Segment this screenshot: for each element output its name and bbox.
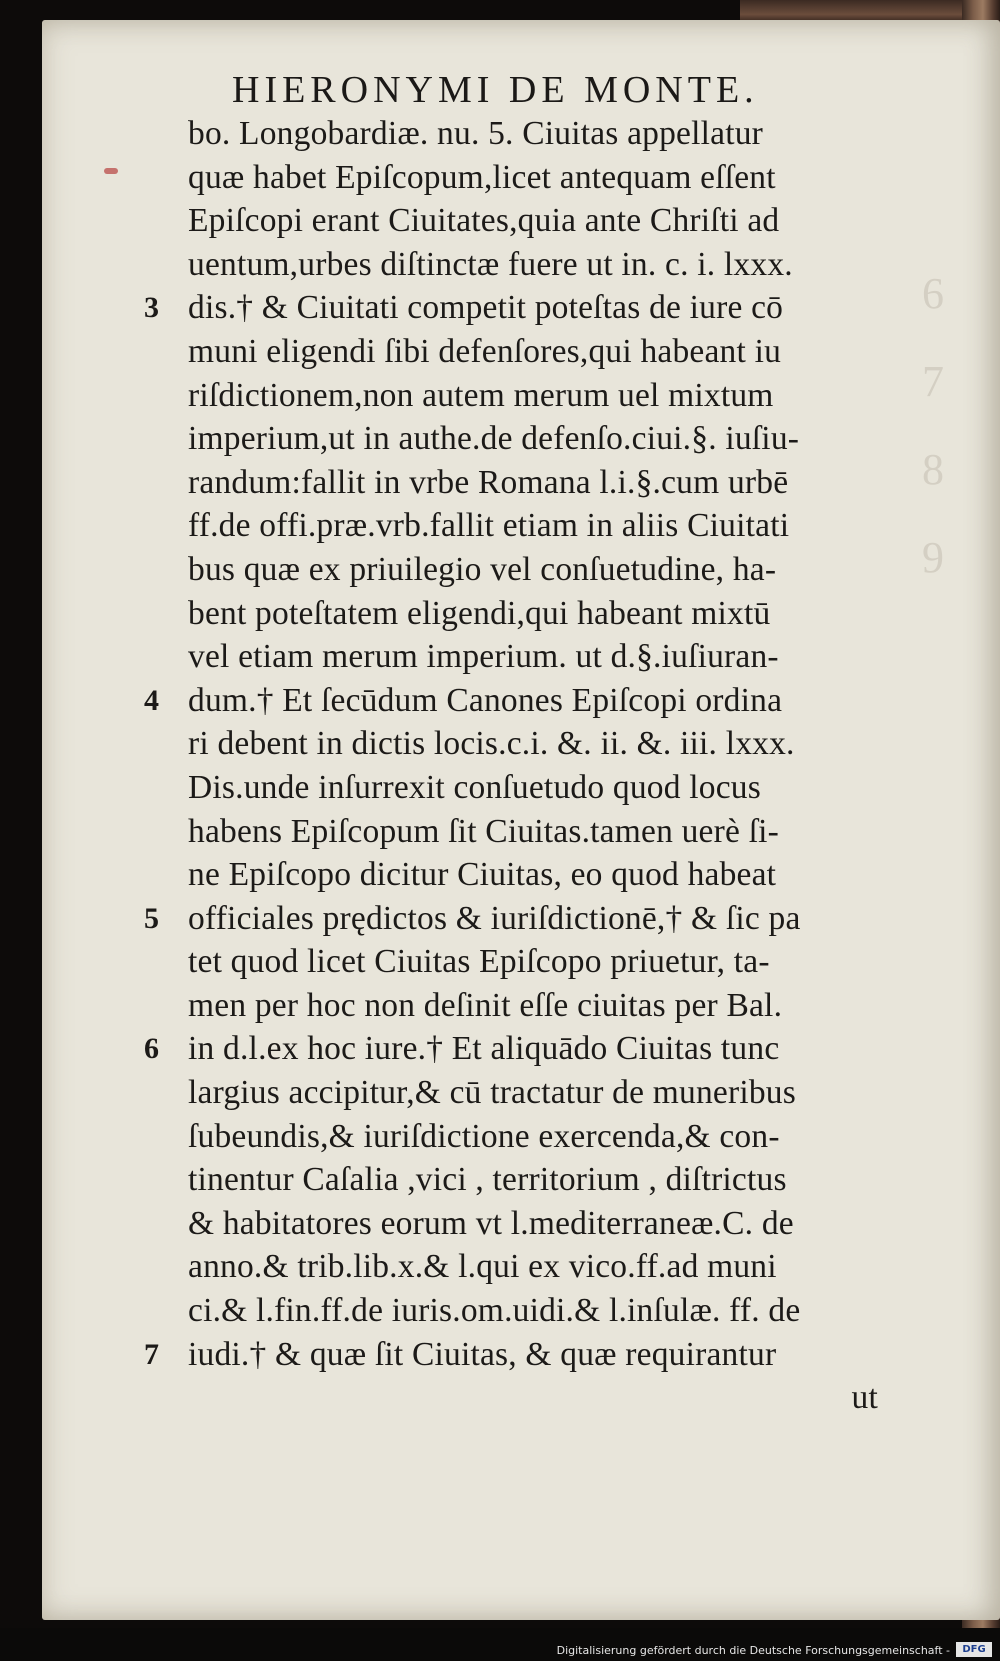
catchword: ut <box>851 1379 878 1417</box>
marginal-number: 7 <box>144 1337 160 1371</box>
line-text: & habitatores eorum vt l.mediterraneæ.C. de <box>188 1204 794 1242</box>
text-line <box>188 112 878 156</box>
marginal-number: 4 <box>144 683 160 717</box>
line-text: dum.† Et ſecūdum Canones Epiſcopi ordina <box>188 681 783 719</box>
line-text: ne Epiſcopo dicitur Ciuitas, eo quod habeat <box>188 856 777 894</box>
text-line <box>188 548 878 592</box>
text-line <box>188 1245 878 1289</box>
line-text: men per hoc non deſinit eſſe ciuitas per Bal. <box>188 986 783 1024</box>
line-text: vel etiam merum imperium. ut d.§.iuſiuran- <box>188 638 779 676</box>
marginal-number: 5 <box>144 901 160 935</box>
line-text: officiales prędictos & iuriſdictionē,† & ſic pa <box>188 899 801 937</box>
text-line <box>188 1202 878 1246</box>
ink-smudge <box>104 168 118 174</box>
line-text: Epiſcopi erant Ciuitates,quia ante Chriſti ad <box>188 202 780 240</box>
line-text: habens Epiſcopum ſit Ciuitas.tamen uerè ſi- <box>188 812 779 850</box>
text-line <box>188 417 878 461</box>
line-text: ri debent in dictis locis.c.i. &. ii. &. iii. lxxx. <box>188 725 795 763</box>
text-line <box>188 810 878 854</box>
marginal-number: 6 <box>144 1032 160 1066</box>
line-text: uentum,urbes diſtinctæ fuere ut in. c. i. lxxx. <box>188 245 793 283</box>
line-text: ci.& l.fin.ff.de iuris.om.uidi.& l.inſulæ. ff. de <box>188 1292 801 1330</box>
dfg-logo: DFG <box>956 1642 992 1657</box>
text-line <box>188 156 878 200</box>
text-line <box>188 504 878 548</box>
text-line <box>188 330 878 374</box>
line-text: tinentur Caſalia ,vici , territorium , diſtrictus <box>188 1161 787 1199</box>
text-line <box>188 635 878 679</box>
marginal-number: 3 <box>144 291 160 325</box>
text-line <box>144 897 878 941</box>
text-line <box>188 1071 878 1115</box>
line-text: riſdictionem,non autem merum uel mixtum <box>188 376 774 414</box>
line-text: quæ habet Epiſcopum,licet antequam eſſent <box>188 158 776 196</box>
line-text: randum:fallit in vrbe Romana l.i.§.cum urbē <box>188 463 789 501</box>
text-line <box>188 1289 878 1333</box>
text-line <box>188 940 878 984</box>
line-text: bent poteſtatem eligendi,qui habeant mixtū <box>188 594 771 632</box>
text-line <box>188 461 878 505</box>
line-text: Dis.unde inſurrexit conſuetudo quod locus <box>188 768 761 806</box>
digitization-credit: Digitalisierung gefördert durch die Deutsche Forschungsgemeinschaft - <box>556 1644 950 1657</box>
text-line <box>188 766 878 810</box>
text-line <box>144 1333 878 1377</box>
running-head: HIERONYMI DE MONTE. <box>232 69 759 111</box>
text-line <box>144 286 878 330</box>
text-line <box>188 1115 878 1159</box>
line-text: dis.† & Ciuitati competit poteſtas de iure cō <box>188 289 784 327</box>
text-line <box>188 1158 878 1202</box>
page-body-text <box>144 112 878 1420</box>
text-line <box>188 243 878 287</box>
line-text: ff.de offi.præ.vrb.fallit etiam in aliis Ciuitati <box>188 507 790 545</box>
line-text: bo. Longobardiæ. nu. 5. Ciuitas appellatur <box>188 115 764 152</box>
line-text: bus quæ ex priuilegio vel conſuetudine, ha- <box>188 550 777 588</box>
bleed-through-left-numbers: 6 7 8 9 <box>922 269 950 582</box>
text-line <box>144 1027 878 1071</box>
text-line <box>188 374 878 418</box>
line-text: iudi.† & quæ ſit Ciuitas, & quæ requirantur <box>188 1335 777 1373</box>
line-text: ſubeundis,& iuriſdictione exercenda,& con- <box>188 1117 780 1155</box>
line-text: muni eligendi ſibi defenſores,qui habeant iu <box>188 332 782 370</box>
text-line <box>188 199 878 243</box>
line-text: tet quod licet Ciuitas Epiſcopo priuetur, ta- <box>188 943 770 981</box>
text-line <box>188 853 878 897</box>
text-line <box>144 679 878 723</box>
text-line <box>188 984 878 1028</box>
line-text: largius accipitur,& cū tractatur de muneribus <box>188 1074 796 1112</box>
text-line <box>188 722 878 766</box>
line-text: anno.& trib.lib.x.& l.qui ex vico.ff.ad muni <box>188 1248 777 1286</box>
line-text: in d.l.ex hoc iure.† Et aliquādo Ciuitas tunc <box>188 1030 780 1068</box>
text-line <box>188 592 878 636</box>
line-text: imperium,ut in authe.de defenſo.ciui.§. iuſiu- <box>188 420 800 458</box>
